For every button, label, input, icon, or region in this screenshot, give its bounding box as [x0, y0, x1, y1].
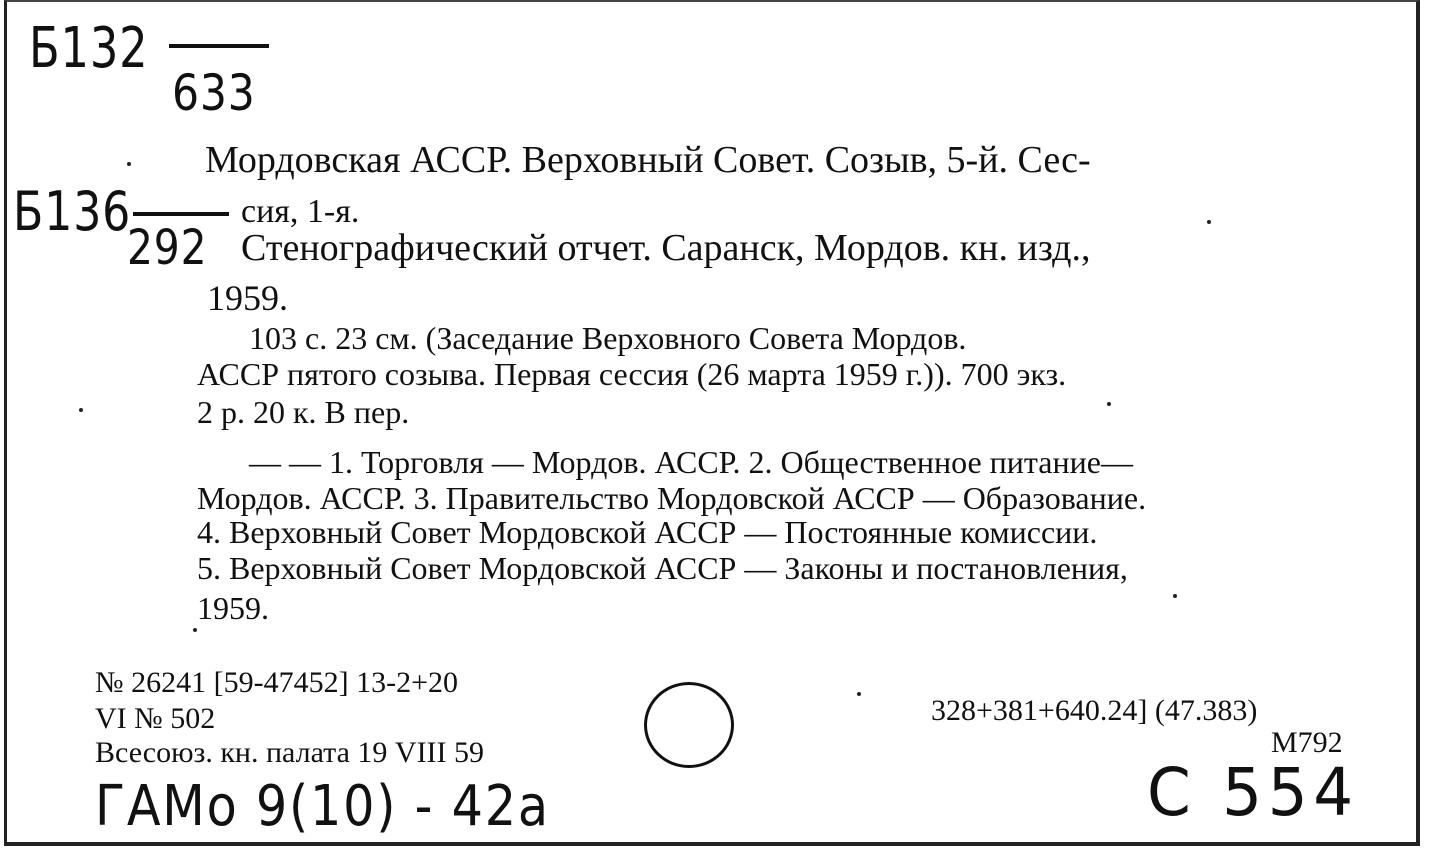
handwritten-shelf-number-top: Б132 — [29, 16, 149, 81]
library-catalog-card — [4, 0, 1420, 846]
entry-heading-continued: сия, 1-я. — [241, 193, 360, 230]
print-speck — [1173, 594, 1177, 598]
record-number: № 26241 [59-47452] 13-2+20 — [95, 666, 459, 699]
print-speck — [857, 692, 861, 696]
print-speck — [127, 162, 131, 166]
handwritten-archive-code: ГАМо 9(10) - 42а — [95, 774, 550, 839]
handwritten-fraction-bar-mid — [133, 212, 229, 216]
entry-title-imprint: Стенографический отчет. Саранск, Мордов. кн. изд., — [241, 227, 1091, 269]
subject-headings-line-3: 4. Верховный Совет Мордовской АССР — Постоянные комиссии. — [197, 514, 1098, 550]
punch-hole-circle — [644, 682, 734, 768]
vi-number: VI № 502 — [95, 702, 216, 735]
entry-year: 1959. — [207, 278, 288, 318]
entry-description-line-3: 2 р. 20 к. В пер. — [197, 394, 410, 430]
subject-headings-line-5: 1959. — [197, 590, 269, 626]
subject-headings-line-4: 5. Верховный Совет Мордовской АССР — Законы и постановления, — [197, 550, 1128, 586]
print-speck — [1107, 402, 1111, 406]
print-speck — [193, 628, 197, 632]
handwritten-shelf-number-mid: Б136 — [13, 180, 132, 243]
entry-description-line-2: АССР пятого созыва. Первая сессия (26 марта 1959 г.)). 700 экз. — [197, 356, 1067, 392]
handwritten-call-number: С 554 — [1147, 754, 1359, 831]
classification-index: 328+381+640.24] (47.383) — [931, 694, 1258, 727]
print-speck — [1207, 220, 1211, 224]
handwritten-fraction-bar-top — [169, 44, 269, 48]
subject-headings-line-1: — — 1. Торговля — Мордов. АССР. 2. Общественное питание— — [249, 444, 1133, 480]
entry-heading: Мордовская АССР. Верховный Совет. Созыв, 5-й. Сес- — [205, 139, 1091, 181]
handwritten-shelf-denominator-top: 633 — [172, 64, 256, 122]
author-mark: М792 — [1271, 726, 1343, 759]
handwritten-shelf-denominator-mid: 292 — [127, 220, 208, 276]
entry-description-line-1: 103 с. 23 см. (Заседание Верховного Совета Мордов. — [249, 320, 967, 356]
print-speck — [79, 408, 83, 412]
book-chamber-stamp: Всесоюз. кн. палата 19 VIII 59 — [95, 736, 485, 769]
subject-headings-line-2: Мордов. АССР. 3. Правительство Мордовской АССР — Образование. — [197, 480, 1147, 516]
